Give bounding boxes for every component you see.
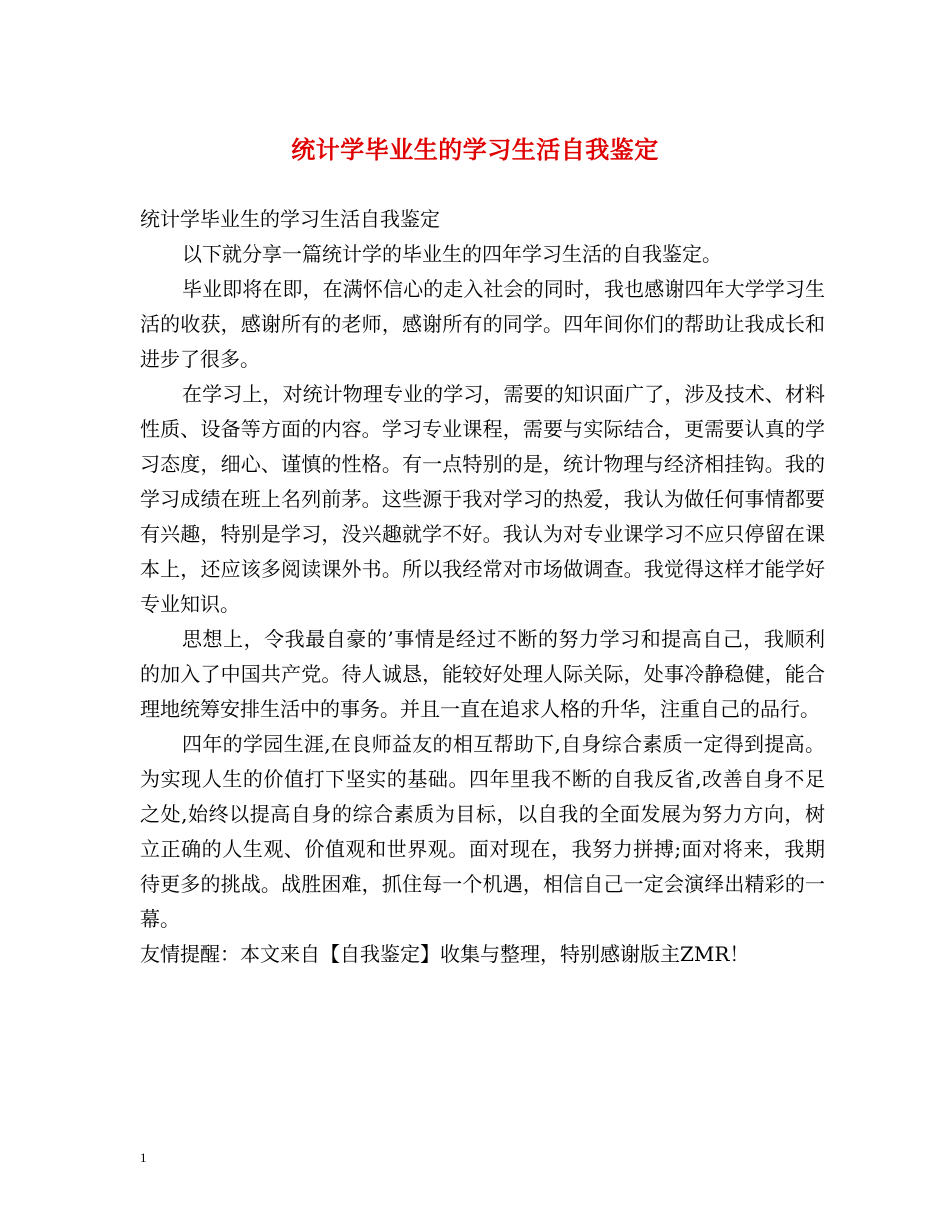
paragraph-ideology: 思想上，令我最自豪的’事情是经过不断的努力学习和提高自己，我顺利的加入了中国共产党。待人诚恳，能较好处理人际关际，处事冷静稳健，能合理地统筹安排生活中的事务。并且一直在追求人格的升华，注重自己的品行。 [140,627,825,721]
paragraph-intro: 以下就分享一篇统计学的毕业生的四年学习生活的自我鉴定。 [182,242,722,266]
paragraph-gratitude: 毕业即将在即，在满怀信心的走入社会的同时，我也感谢四年大学学习生活的收获，感谢所有的老师，感谢所有的同学。四年间你们的帮助让我成长和进步了很多。 [140,277,825,371]
document-body [140,202,825,972]
document-title: 统计学毕业生的学习生活自我鉴定 [291,135,659,164]
document-subtitle: 统计学毕业生的学习生活自我鉴定 [140,207,440,231]
paragraph-summary: 四年的学园生涯,在良师益友的相互帮助下,自身综合素质一定得到提高。为实现人生的价值打下坚实的基础。四年里我不断的自我反省,改善自身不足之处,始终以提高自身的综合素质为目标，以自我的全面发展为努力方向，树立正确的人生观、价值观和世界观。面对现在，我努力拼搏;面对将来，我期待更多的挑战。战胜困难，抓住每一个机遇，相信自己一定会演绎出精彩的一幕。 [140,732,825,931]
footer-note: 友情提醒：本文来自【自我鉴定】收集与整理，特别感谢版主ZMR！ [140,942,750,966]
paragraph-study: 在学习上，对统计物理专业的学习，需要的知识面广了，涉及技术、材料性质、设备等方面的内容。学习专业课程，需要与实际结合，更需要认真的学习态度，细心、谨慎的性格。有一点特别的是，统计物理与经济相挂钩。我的学习成绩在班上名列前茅。这些源于我对学习的热爱，我认为做任何事情都要有兴趣，特别是学习，没兴趣就学不好。我认为对专业课学习不应只停留在课本上，还应该多阅读课外书。所以我经常对市场做调查。我觉得这样才能学好专业知识。 [140,382,825,616]
page-number: 1 [140,1150,147,1165]
